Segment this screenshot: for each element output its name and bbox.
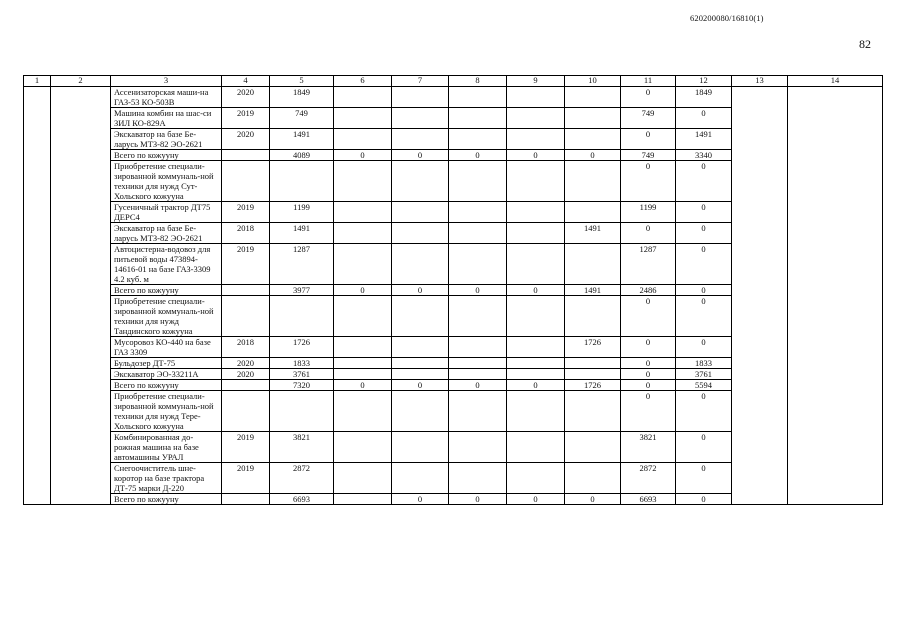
cell-col-1 — [24, 87, 51, 108]
table-row — [24, 129, 883, 150]
cell-col-11: 0 — [621, 380, 676, 391]
cell-col-7 — [392, 202, 449, 223]
cell-col-7 — [392, 432, 449, 463]
cell-col-13 — [732, 369, 788, 380]
item-year: 2019 — [222, 108, 270, 129]
cell-col-7 — [392, 108, 449, 129]
cell-col-2 — [51, 161, 111, 202]
cell-col-6 — [334, 223, 392, 244]
cell-col-6: 0 — [334, 285, 392, 296]
cell-col-5: 1726 — [270, 337, 334, 358]
cell-col-8: 0 — [449, 150, 507, 161]
cell-col-2 — [51, 296, 111, 337]
cell-col-14 — [788, 87, 883, 108]
cell-col-14 — [788, 391, 883, 432]
cell-col-11: 0 — [621, 223, 676, 244]
cell-col-1 — [24, 463, 51, 494]
item-year: 2020 — [222, 358, 270, 369]
item-name: Бульдозер ДТ-75 — [111, 358, 222, 369]
cell-col-14 — [788, 202, 883, 223]
cell-col-9 — [507, 463, 565, 494]
cell-col-9 — [507, 369, 565, 380]
table-row — [24, 369, 883, 380]
column-header-6: 6 — [334, 76, 392, 87]
item-name: Приобретение специали-зированной коммуналь-ной техники для нужд Сут-Хольского кожууна — [111, 161, 222, 202]
table-row — [24, 358, 883, 369]
cell-col-9: 0 — [507, 285, 565, 296]
cell-col-10 — [565, 244, 621, 285]
cell-col-6 — [334, 202, 392, 223]
cell-col-7 — [392, 161, 449, 202]
cell-col-6 — [334, 358, 392, 369]
cell-col-6 — [334, 161, 392, 202]
cell-col-1 — [24, 432, 51, 463]
cell-col-6 — [334, 87, 392, 108]
cell-col-13 — [732, 380, 788, 391]
cell-col-2 — [51, 432, 111, 463]
cell-col-9 — [507, 244, 565, 285]
item-year — [222, 161, 270, 202]
cell-col-1 — [24, 369, 51, 380]
cell-col-9 — [507, 432, 565, 463]
cell-col-11: 0 — [621, 296, 676, 337]
cell-col-12: 1491 — [676, 129, 732, 150]
item-name: Приобретение специали-зированной коммуналь-ной техники для нужд Тандинского кожууна — [111, 296, 222, 337]
cell-col-1 — [24, 244, 51, 285]
cell-col-2 — [51, 108, 111, 129]
cell-col-13 — [732, 285, 788, 296]
cell-col-10: 1491 — [565, 285, 621, 296]
cell-col-10: 1491 — [565, 223, 621, 244]
cell-col-13 — [732, 87, 788, 108]
cell-col-7 — [392, 244, 449, 285]
cell-col-11: 749 — [621, 108, 676, 129]
cell-col-5 — [270, 296, 334, 337]
cell-col-12: 0 — [676, 296, 732, 337]
cell-col-2 — [51, 202, 111, 223]
cell-col-8: 0 — [449, 494, 507, 505]
cell-col-12: 0 — [676, 285, 732, 296]
cell-col-6: 0 — [334, 380, 392, 391]
cell-col-10 — [565, 432, 621, 463]
column-header-13: 13 — [732, 76, 788, 87]
cell-col-10 — [565, 391, 621, 432]
cell-col-8: 0 — [449, 285, 507, 296]
cell-col-8 — [449, 369, 507, 380]
column-header-3: 3 — [111, 76, 222, 87]
item-name: Комбинированная до-рожная машина на базе автомашины УРАЛ — [111, 432, 222, 463]
item-year — [222, 285, 270, 296]
item-name: Машина комбин на шас-си ЗИЛ КО-829А — [111, 108, 222, 129]
cell-col-2 — [51, 150, 111, 161]
cell-col-13 — [732, 161, 788, 202]
cell-col-5: 3761 — [270, 369, 334, 380]
cell-col-5: 3821 — [270, 432, 334, 463]
column-header-12: 12 — [676, 76, 732, 87]
cell-col-10: 1726 — [565, 337, 621, 358]
cell-col-6 — [334, 337, 392, 358]
item-year — [222, 494, 270, 505]
cell-col-2 — [51, 129, 111, 150]
cell-col-8 — [449, 391, 507, 432]
column-header-11: 11 — [621, 76, 676, 87]
column-header-1: 1 — [24, 76, 51, 87]
item-name: Мусоровоз КО-440 на базе ГАЗ 3309 — [111, 337, 222, 358]
item-name: Автоцистерна-водовоз для питьевой воды 473894-14616-01 на базе ГАЗ-3309 4.2 куб. м — [111, 244, 222, 285]
cell-col-7: 0 — [392, 285, 449, 296]
cell-col-9 — [507, 87, 565, 108]
cell-col-1 — [24, 296, 51, 337]
cell-col-14 — [788, 223, 883, 244]
budget-table — [23, 75, 883, 505]
cell-col-14 — [788, 108, 883, 129]
cell-col-7 — [392, 391, 449, 432]
cell-col-8: 0 — [449, 380, 507, 391]
cell-col-7: 0 — [392, 494, 449, 505]
cell-col-12: 0 — [676, 337, 732, 358]
cell-col-11: 0 — [621, 161, 676, 202]
cell-col-14 — [788, 380, 883, 391]
cell-col-8 — [449, 87, 507, 108]
column-number-row — [24, 76, 883, 87]
cell-col-13 — [732, 432, 788, 463]
cell-col-9: 0 — [507, 150, 565, 161]
cell-col-1 — [24, 223, 51, 244]
item-name: Ассенизаторская маши-на ГАЗ-53 КО-503В — [111, 87, 222, 108]
cell-col-11: 0 — [621, 337, 676, 358]
cell-col-6 — [334, 296, 392, 337]
cell-col-8 — [449, 108, 507, 129]
cell-col-10: 0 — [565, 150, 621, 161]
cell-col-13 — [732, 337, 788, 358]
cell-col-13 — [732, 296, 788, 337]
cell-col-9 — [507, 337, 565, 358]
item-year — [222, 296, 270, 337]
cell-col-14 — [788, 161, 883, 202]
cell-col-6 — [334, 432, 392, 463]
item-year — [222, 150, 270, 161]
cell-col-7 — [392, 223, 449, 244]
cell-col-7 — [392, 369, 449, 380]
cell-col-5: 1833 — [270, 358, 334, 369]
cell-col-8 — [449, 244, 507, 285]
cell-col-14 — [788, 369, 883, 380]
cell-col-6 — [334, 391, 392, 432]
document-id: 620200080/16810(1) — [690, 13, 764, 23]
column-header-9: 9 — [507, 76, 565, 87]
cell-col-1 — [24, 108, 51, 129]
item-year — [222, 391, 270, 432]
cell-col-12: 3340 — [676, 150, 732, 161]
cell-col-6 — [334, 463, 392, 494]
cell-col-2 — [51, 369, 111, 380]
cell-col-7 — [392, 87, 449, 108]
cell-col-2 — [51, 494, 111, 505]
cell-col-10: 0 — [565, 494, 621, 505]
column-header-2: 2 — [51, 76, 111, 87]
cell-col-1 — [24, 494, 51, 505]
cell-col-5: 7320 — [270, 380, 334, 391]
cell-col-2 — [51, 87, 111, 108]
cell-col-11: 3821 — [621, 432, 676, 463]
cell-col-13 — [732, 463, 788, 494]
item-name: Снегоочиститель шне-коротор на базе трактора ДТ-75 марки Д-220 — [111, 463, 222, 494]
cell-col-14 — [788, 244, 883, 285]
item-name: Гусеничный трактор ДТ75 ДЕРС4 — [111, 202, 222, 223]
cell-col-14 — [788, 129, 883, 150]
cell-col-12: 0 — [676, 432, 732, 463]
item-year: 2019 — [222, 463, 270, 494]
cell-col-12: 0 — [676, 391, 732, 432]
table-row — [24, 108, 883, 129]
cell-col-13 — [732, 244, 788, 285]
cell-col-5: 749 — [270, 108, 334, 129]
cell-col-12: 0 — [676, 494, 732, 505]
cell-col-1 — [24, 161, 51, 202]
page-number: 82 — [859, 37, 871, 51]
item-year: 2018 — [222, 337, 270, 358]
cell-col-5 — [270, 391, 334, 432]
cell-col-7: 0 — [392, 150, 449, 161]
cell-col-13 — [732, 358, 788, 369]
cell-col-2 — [51, 337, 111, 358]
cell-col-9: 0 — [507, 494, 565, 505]
cell-col-14 — [788, 285, 883, 296]
column-header-7: 7 — [392, 76, 449, 87]
cell-col-8 — [449, 202, 507, 223]
cell-col-7 — [392, 129, 449, 150]
cell-col-10 — [565, 87, 621, 108]
cell-col-14 — [788, 150, 883, 161]
cell-col-10 — [565, 296, 621, 337]
cell-col-6 — [334, 129, 392, 150]
column-header-10: 10 — [565, 76, 621, 87]
cell-col-2 — [51, 244, 111, 285]
cell-col-5: 1491 — [270, 129, 334, 150]
cell-col-10 — [565, 202, 621, 223]
cell-col-1 — [24, 129, 51, 150]
cell-col-11: 0 — [621, 391, 676, 432]
cell-col-12: 0 — [676, 161, 732, 202]
cell-col-5: 2872 — [270, 463, 334, 494]
cell-col-14 — [788, 494, 883, 505]
cell-col-5: 3977 — [270, 285, 334, 296]
cell-col-11: 2872 — [621, 463, 676, 494]
cell-col-1 — [24, 150, 51, 161]
cell-col-2 — [51, 223, 111, 244]
cell-col-14 — [788, 432, 883, 463]
table-row — [24, 337, 883, 358]
cell-col-14 — [788, 463, 883, 494]
cell-col-8 — [449, 463, 507, 494]
table-row — [24, 391, 883, 432]
cell-col-9 — [507, 129, 565, 150]
cell-col-12: 0 — [676, 463, 732, 494]
cell-col-9 — [507, 202, 565, 223]
cell-col-8 — [449, 129, 507, 150]
cell-col-13 — [732, 202, 788, 223]
cell-col-11: 0 — [621, 87, 676, 108]
cell-col-10 — [565, 108, 621, 129]
cell-col-11: 1287 — [621, 244, 676, 285]
cell-col-10 — [565, 161, 621, 202]
item-name: Всего по кожууну — [111, 494, 222, 505]
cell-col-9 — [507, 223, 565, 244]
cell-col-10 — [565, 463, 621, 494]
cell-col-1 — [24, 380, 51, 391]
cell-col-9 — [507, 161, 565, 202]
cell-col-14 — [788, 358, 883, 369]
cell-col-13 — [732, 391, 788, 432]
item-name: Экскаватор на базе Бе-ларусь МТЗ-82 ЭО-2621 — [111, 223, 222, 244]
cell-col-7 — [392, 296, 449, 337]
cell-col-7 — [392, 463, 449, 494]
item-year: 2020 — [222, 129, 270, 150]
cell-col-11: 2486 — [621, 285, 676, 296]
item-year: 2019 — [222, 244, 270, 285]
item-name: Всего по кожууну — [111, 380, 222, 391]
cell-col-9 — [507, 358, 565, 369]
cell-col-5: 1849 — [270, 87, 334, 108]
table-row — [24, 380, 883, 391]
table-row — [24, 161, 883, 202]
cell-col-12: 0 — [676, 202, 732, 223]
item-year: 2020 — [222, 87, 270, 108]
cell-col-6: 0 — [334, 150, 392, 161]
cell-col-1 — [24, 391, 51, 432]
item-name: Приобретение специали-зированной коммуналь-ной техники для нужд Тере-Хольского кожууна — [111, 391, 222, 432]
column-header-4: 4 — [222, 76, 270, 87]
cell-col-1 — [24, 202, 51, 223]
cell-col-11: 1199 — [621, 202, 676, 223]
cell-col-7 — [392, 358, 449, 369]
cell-col-2 — [51, 391, 111, 432]
cell-col-7 — [392, 337, 449, 358]
cell-col-12: 3761 — [676, 369, 732, 380]
item-year — [222, 380, 270, 391]
cell-col-8 — [449, 432, 507, 463]
table-row — [24, 150, 883, 161]
table-row — [24, 202, 883, 223]
table-row — [24, 432, 883, 463]
item-year: 2020 — [222, 369, 270, 380]
cell-col-2 — [51, 358, 111, 369]
cell-col-8 — [449, 337, 507, 358]
cell-col-13 — [732, 108, 788, 129]
table-row — [24, 494, 883, 505]
cell-col-12: 1833 — [676, 358, 732, 369]
column-header-14: 14 — [788, 76, 883, 87]
cell-col-5: 4089 — [270, 150, 334, 161]
column-header-5: 5 — [270, 76, 334, 87]
cell-col-9 — [507, 296, 565, 337]
cell-col-11: 0 — [621, 369, 676, 380]
cell-col-8 — [449, 358, 507, 369]
cell-col-5: 1199 — [270, 202, 334, 223]
cell-col-6 — [334, 108, 392, 129]
cell-col-14 — [788, 296, 883, 337]
table-row — [24, 244, 883, 285]
cell-col-6 — [334, 369, 392, 380]
table-body — [24, 87, 883, 505]
cell-col-10 — [565, 358, 621, 369]
item-name: Экскаватор ЭО-33211А — [111, 369, 222, 380]
item-year: 2018 — [222, 223, 270, 244]
cell-col-8 — [449, 161, 507, 202]
cell-col-12: 0 — [676, 244, 732, 285]
column-header-8: 8 — [449, 76, 507, 87]
cell-col-11: 0 — [621, 129, 676, 150]
cell-col-13 — [732, 494, 788, 505]
cell-col-13 — [732, 129, 788, 150]
cell-col-2 — [51, 380, 111, 391]
item-name: Экскаватор на базе Бе-ларусь МТЗ-82 ЭО-2621 — [111, 129, 222, 150]
table-row — [24, 87, 883, 108]
cell-col-13 — [732, 223, 788, 244]
cell-col-8 — [449, 223, 507, 244]
cell-col-11: 6693 — [621, 494, 676, 505]
cell-col-8 — [449, 296, 507, 337]
table-row — [24, 296, 883, 337]
table-row — [24, 463, 883, 494]
table-row — [24, 285, 883, 296]
cell-col-6 — [334, 244, 392, 285]
cell-col-12: 0 — [676, 223, 732, 244]
cell-col-10 — [565, 369, 621, 380]
cell-col-14 — [788, 337, 883, 358]
cell-col-6 — [334, 494, 392, 505]
cell-col-9 — [507, 108, 565, 129]
cell-col-1 — [24, 337, 51, 358]
cell-col-7: 0 — [392, 380, 449, 391]
item-name: Всего по кожууну — [111, 150, 222, 161]
cell-col-9: 0 — [507, 380, 565, 391]
cell-col-5: 1491 — [270, 223, 334, 244]
cell-col-5: 6693 — [270, 494, 334, 505]
cell-col-2 — [51, 285, 111, 296]
cell-col-12: 1849 — [676, 87, 732, 108]
cell-col-13 — [732, 150, 788, 161]
cell-col-11: 0 — [621, 358, 676, 369]
item-year: 2019 — [222, 432, 270, 463]
cell-col-5 — [270, 161, 334, 202]
cell-col-12: 5594 — [676, 380, 732, 391]
cell-col-9 — [507, 391, 565, 432]
cell-col-11: 749 — [621, 150, 676, 161]
table-row — [24, 223, 883, 244]
cell-col-5: 1287 — [270, 244, 334, 285]
item-name: Всего по кожууну — [111, 285, 222, 296]
cell-col-1 — [24, 358, 51, 369]
cell-col-10: 1726 — [565, 380, 621, 391]
cell-col-10 — [565, 129, 621, 150]
cell-col-2 — [51, 463, 111, 494]
cell-col-1 — [24, 285, 51, 296]
item-year: 2019 — [222, 202, 270, 223]
cell-col-12: 0 — [676, 108, 732, 129]
